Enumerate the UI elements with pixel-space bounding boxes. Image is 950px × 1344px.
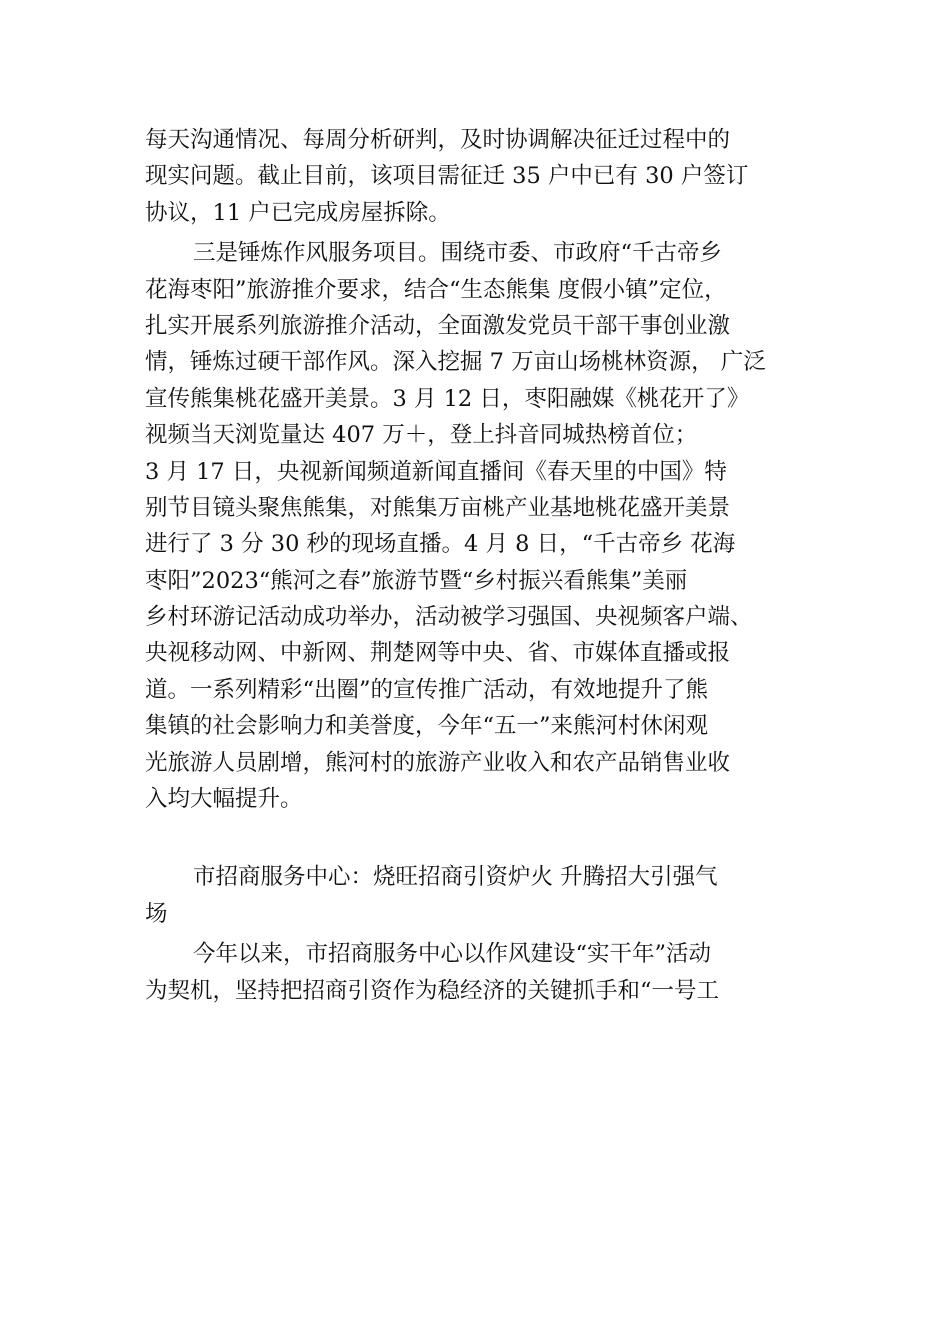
paragraph-2-line: 视频当天浏览量达 407 万＋，登上抖音同城热榜首位； bbox=[145, 422, 698, 449]
section-heading-line: 场 bbox=[145, 900, 168, 927]
paragraph-3-line: 为契机，坚持把招商引资作为稳经济的关键抓手和“一号工 bbox=[145, 977, 720, 1004]
paragraph-1 bbox=[145, 122, 845, 231]
paragraph-1-line: 每天沟通情况、每周分析研判，及时协调解决征迁过程中的 bbox=[145, 127, 731, 153]
section-heading-line: 市招商服务中心：烧旺招商引资炉火 升腾招大引强气 bbox=[193, 864, 718, 891]
paragraph-2-line: 花海枣阳”旅游推介要求，结合“生态熊集 度假小镇”定位， bbox=[145, 276, 727, 303]
paragraph-2-line: 枣阳”2023“熊河之春”旅游节暨“乡村振兴看熊集”美丽 bbox=[145, 567, 688, 594]
paragraph-2-line: 情，锤炼过硬干部作风。深入挖掘 7 万亩山场桃林资源， 广泛 bbox=[145, 349, 766, 376]
paragraph-2-line: 集镇的社会影响力和美誉度，今年“五一”来熊河村休闲观 bbox=[145, 713, 709, 740]
paragraph-2-line: 扎实开展系列旅游推介活动，全面激发党员干部干事创业激 bbox=[145, 312, 731, 339]
paragraph-2-line: 3 月 17 日，央视新闻频道新闻直播间《春天里的中国》特 bbox=[145, 458, 727, 485]
section-heading bbox=[145, 859, 845, 932]
paragraph-2-line: 央视移动网、中新网、荆楚网等中央、省、市媒体直播或报 bbox=[145, 640, 731, 667]
paragraph-3 bbox=[145, 936, 845, 1009]
paragraph-2-line: 乡村环游记活动成功举办，活动被学习强国、央视频客户端、 bbox=[145, 604, 753, 631]
paragraph-1-line: 协议，11 户已完成房屋拆除。 bbox=[145, 199, 451, 226]
paragraph-2-line: 进行了 3 分 30 秒的现场直播。4 月 8 日，“千古帝乡 花海 bbox=[145, 531, 736, 558]
document-body bbox=[145, 122, 845, 1009]
paragraph-2 bbox=[145, 235, 845, 817]
paragraph-1-line: 现实问题。截止目前，该项目需征迁 35 户中已有 30 户签订 bbox=[145, 163, 749, 190]
paragraph-3-line: 今年以来，市招商服务中心以作风建设“实干年”活动 bbox=[193, 941, 712, 968]
section-spacer bbox=[145, 817, 845, 859]
paragraph-2-line: 三是锤炼作风服务项目。围绕市委、市政府“千古帝乡 bbox=[193, 240, 723, 267]
paragraph-2-line: 宣传熊集桃花盛开美景。3 月 12 日，枣阳融媒《桃花开了》 bbox=[145, 385, 750, 412]
paragraph-2-line: 入均大幅提升。 bbox=[145, 786, 303, 813]
paragraph-2-line: 别节目镜头聚焦熊集，对熊集万亩桃产业基地桃花盛开美景 bbox=[145, 494, 731, 521]
paragraph-2-line: 光旅游人员剧增，熊河村的旅游产业收入和农产品销售业收 bbox=[145, 749, 731, 776]
paragraph-2-line: 道。一系列精彩“出圈”的宣传推广活动，有效地提升了熊 bbox=[145, 676, 709, 703]
